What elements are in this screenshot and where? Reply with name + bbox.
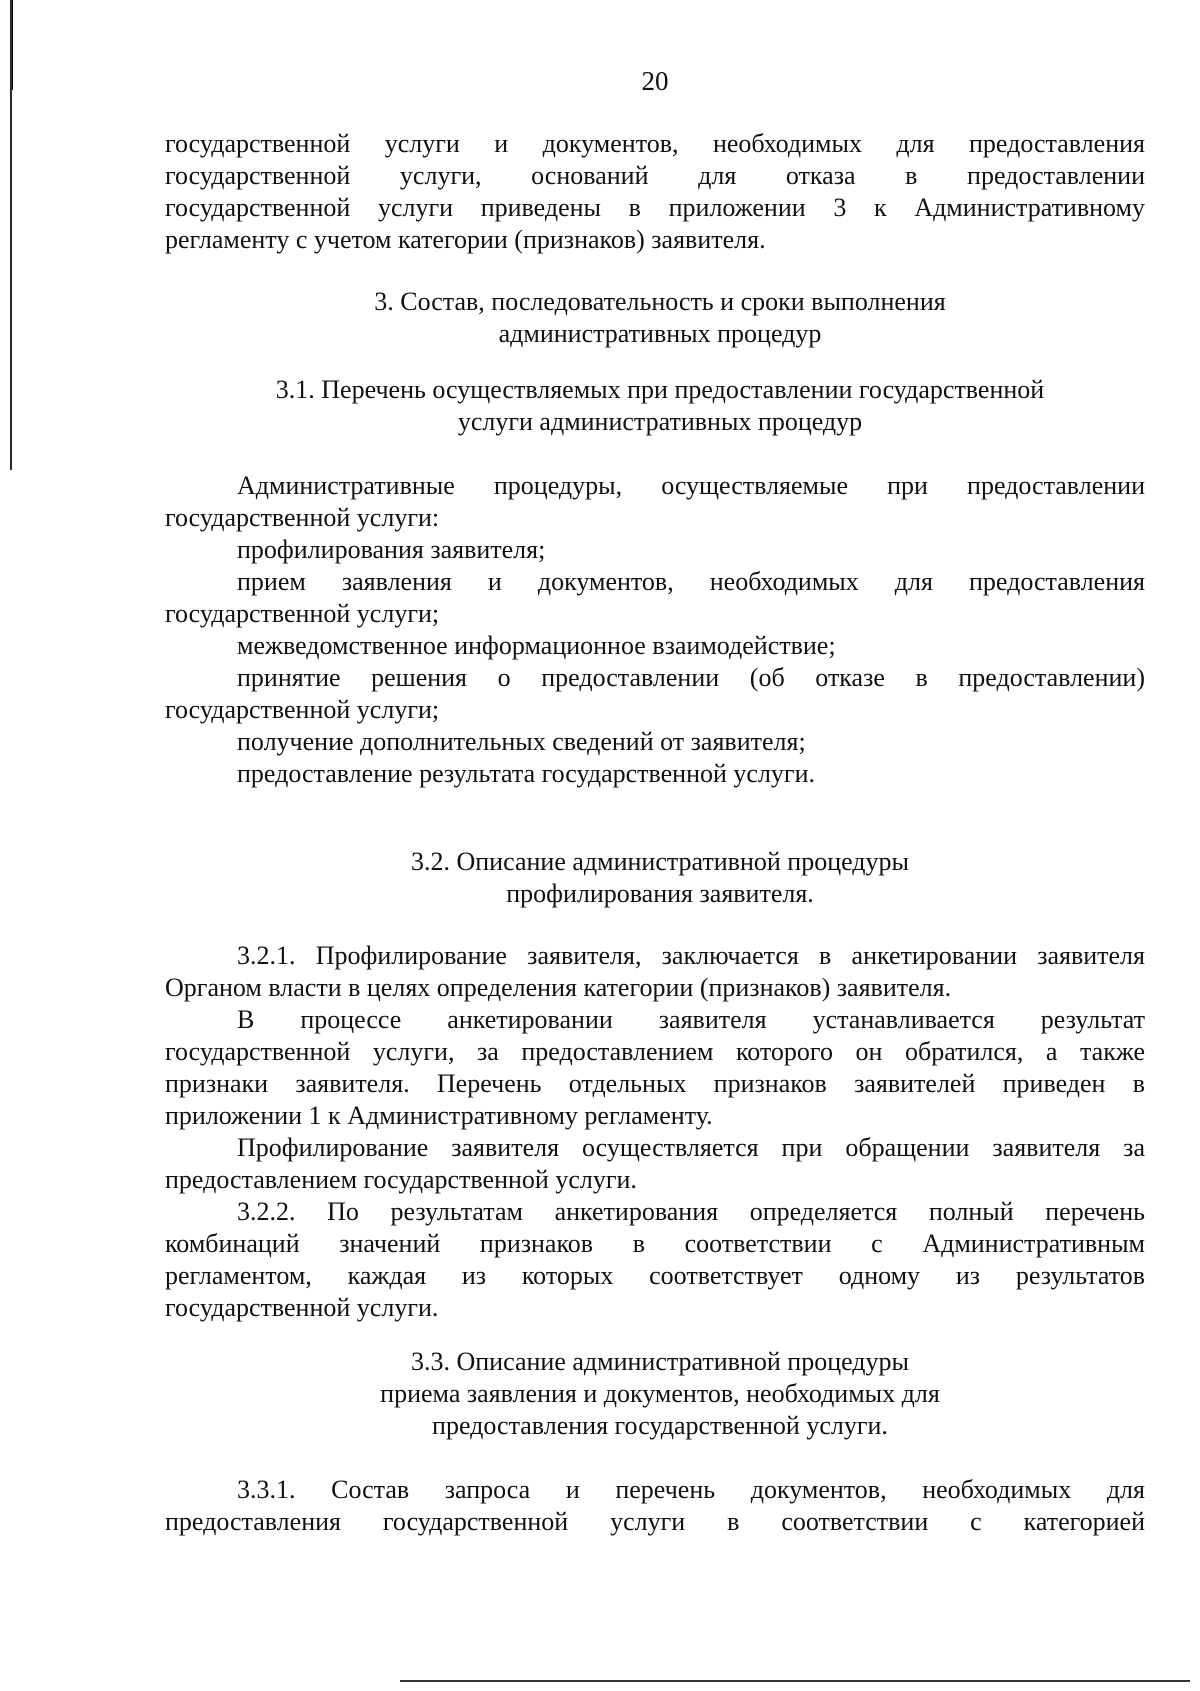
section-3-2-heading [0,846,1200,910]
heading-line: административных процедур [498,319,822,348]
text-line: приложении 1 к Административному регламенту. [165,1101,713,1130]
text-line: предоставления государственной услуги в соответствии с категорией [165,1507,1145,1536]
section-3-1-heading [0,374,1200,438]
text-line: 3.3.1. Состав запроса и перечень документов, необходимых для [237,1475,1145,1504]
text-line: комбинаций значений признаков в соответствии с Административным [165,1229,1145,1258]
list-item: принятие решения о предоставлении (об отказе в предоставлении) [237,663,1145,692]
section-3-3-heading [0,1346,1200,1442]
text-line: предоставлением государственной услуги. [165,1165,637,1194]
text-line: государственной услуги приведены в приложении 3 к Административному [165,193,1145,222]
heading-line: 3.2. Описание административной процедуры [410,847,910,876]
list-item: профилирования заявителя; [237,535,546,564]
page-number: 20 [641,66,669,96]
intro-paragraph [165,128,1145,256]
section-3-3-body [165,1474,1145,1538]
text-line: Органом власти в целях определения категории (признаков) заявителя. [165,973,952,1002]
text-line: регламентом, каждая из которых соответствует одному из результатов [165,1261,1145,1290]
text-line: регламенту с учетом категории (признаков) заявителя. [165,225,766,254]
text-line: Профилирование заявителя осуществляется при обращении заявителя за [237,1133,1145,1162]
text-line: государственной услуги; [165,599,440,628]
text-line: государственной услуги; [165,695,440,724]
section-3-2-body [165,940,1145,1324]
footer-rule [400,1680,1190,1682]
list-item: прием заявления и документов, необходимых для предоставления [237,567,1145,596]
heading-line: 3. Состав, последовательность и сроки выполнения [374,287,946,316]
heading-line: 3.1. Перечень осуществляемых при предоставлении государственной [275,375,1045,404]
text-line: государственной услуги: [165,503,440,532]
list-item: получение дополнительных сведений от заявителя; [237,727,806,756]
heading-line: услуги административных процедур [457,407,863,436]
text-line: государственной услуги, оснований для отказа в предоставлении [165,161,1145,190]
text-line: 3.2.2. По результатам анкетирования определяется полный перечень [237,1197,1145,1226]
list-item: предоставление результата государственной услуги. [237,759,816,788]
text-line: признаки заявителя. Перечень отдельных признаков заявителей приведен в [165,1069,1145,1098]
procedures-list [165,470,1145,790]
text-line: 3.2.1. Профилирование заявителя, заключается в анкетировании заявителя [237,941,1145,970]
text-line: государственной услуги, за предоставлением которого он обратился, а также [165,1037,1145,1066]
heading-line: профилирования заявителя. [506,879,814,908]
heading-line: предоставления государственной услуги. [432,1411,888,1440]
list-item: межведомственное информационное взаимодействие; [237,631,836,660]
text-line: государственной услуги и документов, необходимых для предоставления [165,129,1145,158]
heading-line: 3.3. Описание административной процедуры [410,1347,910,1376]
text-line: Административные процедуры, осуществляемые при предоставлении [237,471,1145,500]
text-line: В процессе анкетировании заявителя устанавливается результат [237,1005,1145,1034]
text-line: государственной услуги. [165,1293,439,1322]
heading-line: приема заявления и документов, необходимых для [380,1379,940,1408]
section-3-heading [0,286,1200,350]
